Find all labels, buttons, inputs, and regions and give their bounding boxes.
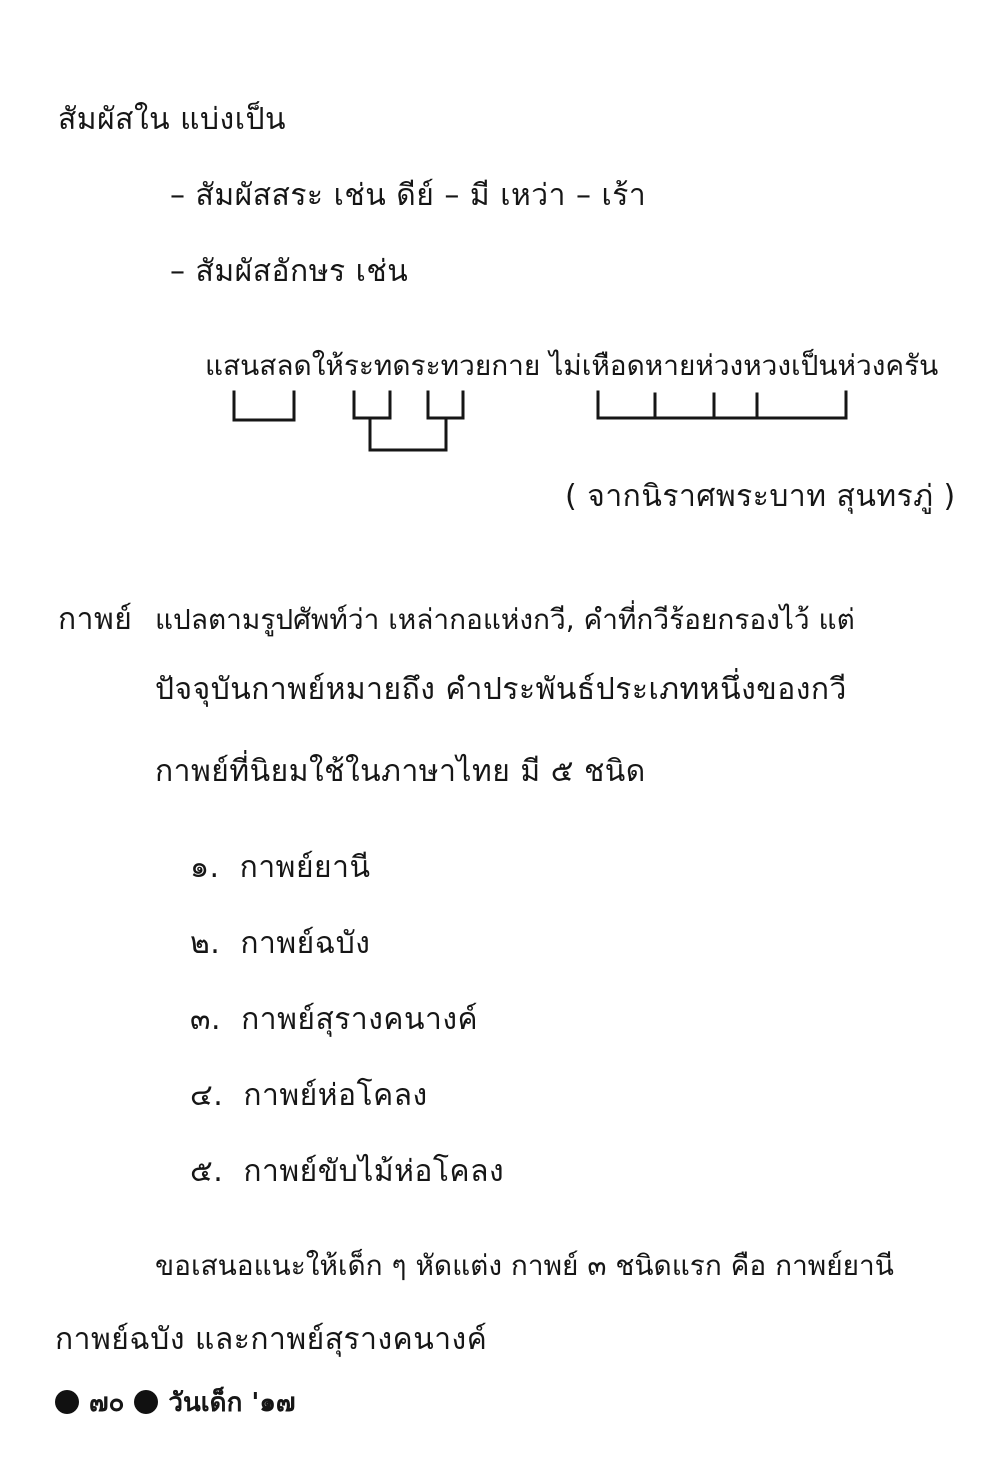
page-footer <box>55 1382 305 1422</box>
list-item: ๕. กาพย์ขับไม้ห่อโคลง <box>190 1154 505 1189</box>
rhyme-bracket-join <box>370 418 446 450</box>
suggestion-line-2: กาพย์ฉบัง และกาพย์สุรางคนางค์ <box>55 1322 488 1357</box>
rhyme-bracket-3 <box>428 392 463 418</box>
page-number: ๗๐ <box>89 1387 125 1418</box>
rhyme-bracket-4 <box>598 392 846 418</box>
consonant-rhyme-item: – สัมผัสอักษร เช่น <box>170 254 409 289</box>
definition-line-2: ปัจจุบันกาพย์หมายถึง คำประพันธ์ประเภทหนึ่งของกวี <box>155 672 847 707</box>
definition-term: กาพย์ <box>58 602 133 637</box>
rhyme-bracket-2 <box>354 392 390 418</box>
definition-line-1: แปลตามรูปศัพท์ว่า เหล่ากอแห่งกวี, คำที่กวีร้อยกรองไว้ แต่ <box>155 603 855 636</box>
publication-name: วันเด็ก '๑๗ <box>168 1387 296 1418</box>
list-item: ๑. กาพย์ยานี <box>190 850 371 885</box>
rhyme-bracket-1 <box>234 392 294 420</box>
rhyme-bracket-diagram <box>0 0 982 470</box>
list-item: ๔. กาพย์ห่อโคลง <box>190 1078 428 1113</box>
types-intro: กาพย์ที่นิยมใช้ในภาษาไทย มี ๕ ชนิด <box>155 754 646 789</box>
bullet-icon <box>134 1390 158 1414</box>
list-item: ๒. กาพย์ฉบัง <box>190 926 371 961</box>
section-heading: สัมผัสใน แบ่งเป็น <box>58 102 286 137</box>
verse-example: แสนสลดให้ระทดระทวยกาย ไม่เหือดหายห่วงหวงเป็นห่วงครัน <box>205 349 939 382</box>
bullet-icon <box>55 1390 79 1414</box>
list-item: ๓. กาพย์สุรางคนางค์ <box>190 1002 479 1037</box>
suggestion-line-1: ขอเสนอแนะให้เด็ก ๆ หัดแต่ง กาพย์ ๓ ชนิดแรก คือ กาพย์ยานี <box>155 1249 894 1282</box>
vowel-rhyme-item: – สัมผัสสระ เช่น ดีย์ – มี เหว่า – เร้า <box>170 178 647 213</box>
citation: ( จากนิราศพระบาท สุนทรภู่ ) <box>565 479 956 514</box>
